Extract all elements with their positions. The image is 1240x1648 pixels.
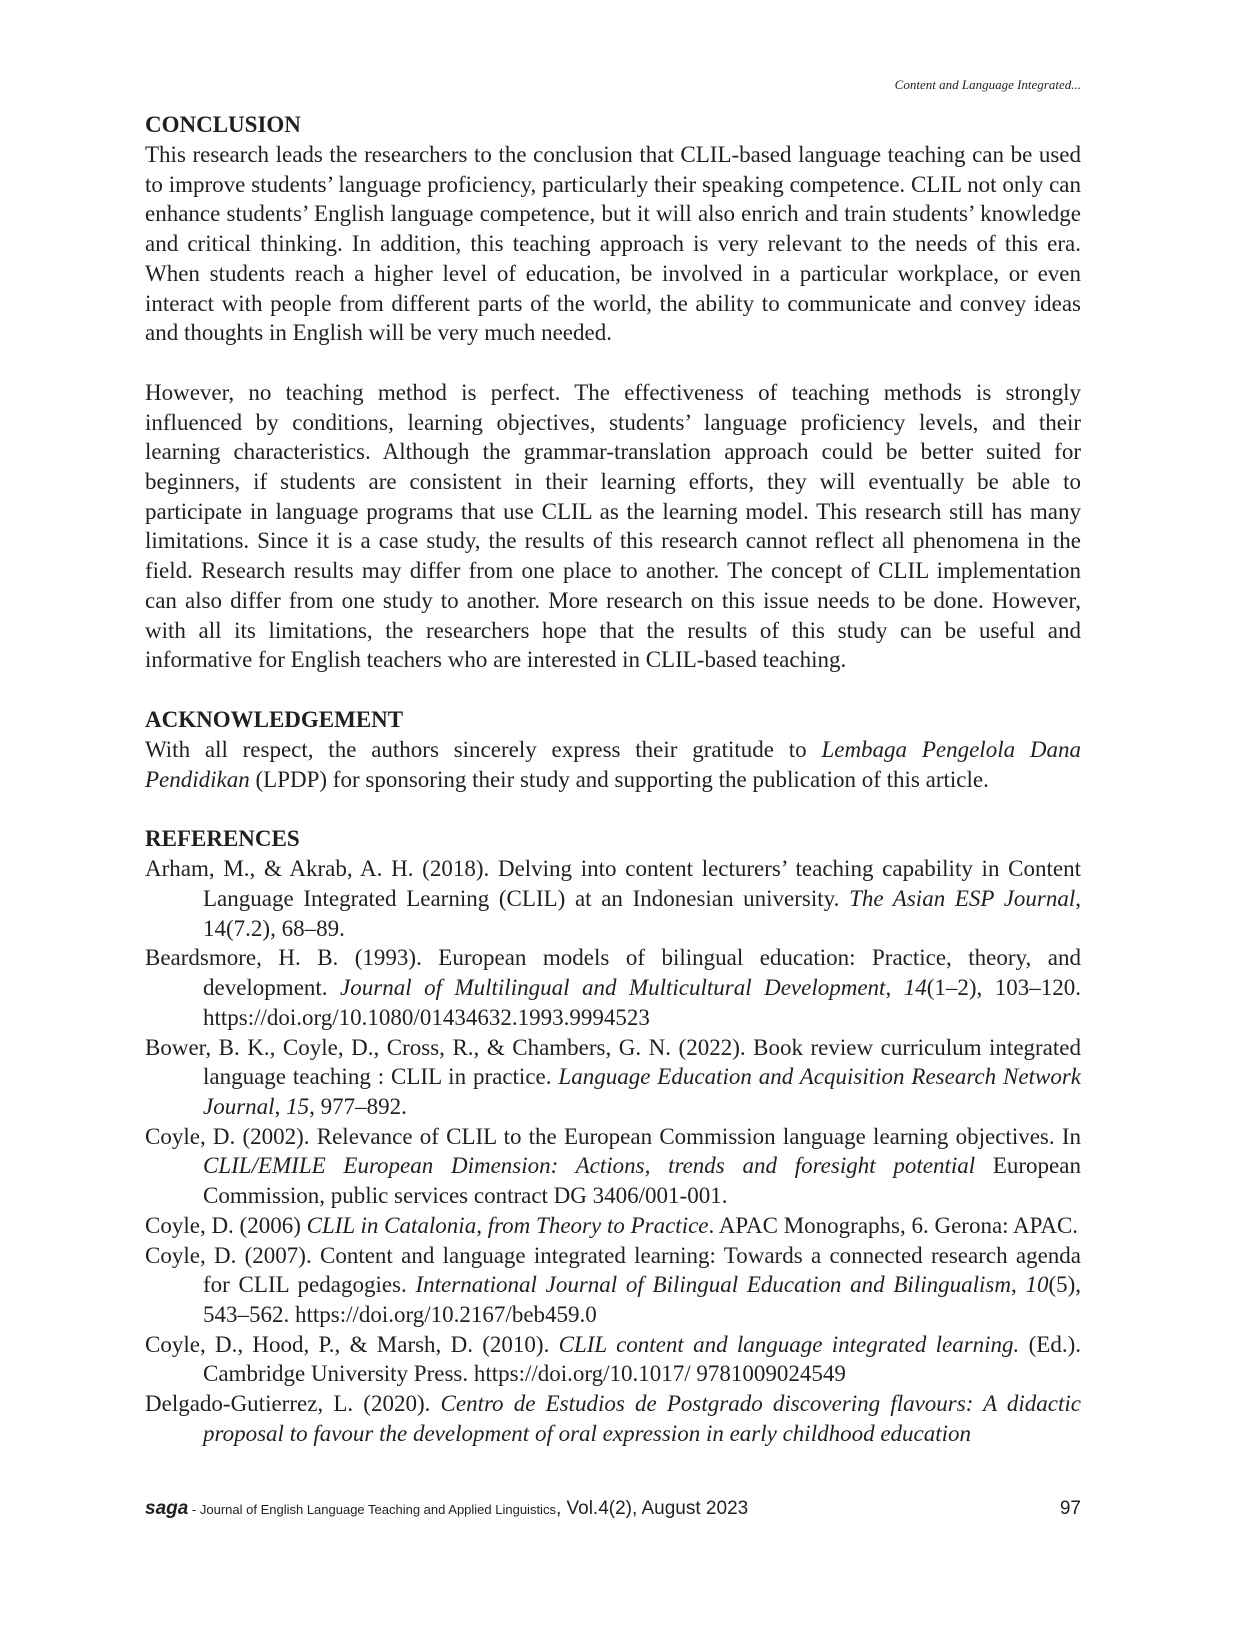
- reference-item: Beardsmore, H. B. (1993). European models of bilingual education: Practice, theory, and development. Journal of Multilingual and Multicultural Development, 14(1–2), 103–120. https://doi.org/10.1080/01434632.1993.9994523: [145, 945, 1082, 1030]
- journal-brand: saga: [145, 1498, 189, 1519]
- footer-journal-info: [145, 1498, 748, 1520]
- references-heading: REFERENCES: [145, 826, 300, 852]
- reference-list: [145, 854, 1081, 1448]
- journal-title: - Journal of English Language Teaching and Applied Linguistics: [188, 1502, 556, 1517]
- conclusion-paragraph-1: This research leads the researchers to the conclusion that CLIL-based language teaching can be used to improve students’ language proficiency, particularly their speaking competence. CLIL not only can enhance students’ English language competence, but it will also enrich and train students’ knowledge and critical thinking. In addition, this teaching approach is very relevant to the needs of this era. When students reach a higher level of education, be involved in a particular workplace, or even interact with people from different parts of the world, the ability to communicate and convey ideas and thoughts in English will be very much needed.: [145, 142, 1081, 346]
- reference-item: Coyle, D. (2007). Content and language integrated learning: Towards a connected research agenda for CLIL pedagogies. International Journal of Bilingual Education and Bilingualism, 10(5), 543–562. https://doi.org/10.2167/beb459.0: [145, 1242, 1082, 1327]
- reference-item: Coyle, D. (2006) CLIL in Catalonia, from Theory to Practice. APAC Monographs, 6. Gerona: APAC.: [145, 1212, 1079, 1238]
- lpdp-name: Lembaga Pengelola Dana Pendidikan: [145, 736, 1081, 792]
- reference-item: Delgado-Gutierrez, L. (2020). Centro de Estudios de Postgrado discovering flavours: A didactic proposal to favour the development of oral expression in early childhood education: [145, 1391, 1081, 1446]
- acknowledgement-paragraph: With all respect, the authors sincerely express their gratitude to Lembaga Pengelola Dana Pendidikan (LPDP) for sponsoring their study and supporting the publication of this article.: [145, 736, 1081, 792]
- journal-volume: , Vol.4(2), August 2023: [555, 1498, 749, 1519]
- running-head: Content and Language Integrated...: [894, 77, 1081, 92]
- reference-item: Arham, M., & Akrab, A. H. (2018). Delving into content lecturers’ teaching capability in Content Language Integrated Learning (CLIL) at an Indonesian university. The Asian ESP Journal, 14(7.2), 68–89.: [145, 856, 1081, 941]
- acknowledgement-heading: ACKNOWLEDGEMENT: [145, 706, 404, 732]
- reference-item: Bower, B. K., Coyle, D., Cross, R., & Chambers, G. N. (2022). Book review curriculum integrated language teaching : CLIL in practice. Language Education and Acquisition Research Network Journal, 15, 977–892.: [145, 1034, 1081, 1119]
- page-footer: [145, 1498, 1081, 1528]
- reference-item: Coyle, D., Hood, P., & Marsh, D. (2010). CLIL content and language integrated learning. (Ed.). Cambridge University Press. https://doi.org/10.1017/ 9781009024549: [145, 1331, 1081, 1387]
- conclusion-heading: CONCLUSION: [145, 112, 301, 137]
- page-number: 97: [1059, 1498, 1081, 1519]
- reference-item: Coyle, D. (2002). Relevance of CLIL to the European Commission language learning objectives. In CLIL/EMILE European Dimension: Actions, trends and foresight potential European Commission, public services contract DG 3406/001-001.: [145, 1123, 1081, 1209]
- conclusion-paragraph-2: However, no teaching method is perfect. The effectiveness of teaching methods is strongly influenced by conditions, learning objectives, students’ language proficiency levels, and their learning characteristics. Although the grammar-translation approach could be better suited for beginners, if students are consistent in their learning efforts, they will eventually be able to participate in language programs that use CLIL as the learning model. This research still has many limitations. Since it is a case study, the results of this research cannot reflect all phenomena in the field. Research results may differ from one place to another. The concept of CLIL implementation can also differ from one study to another. More research on this issue needs to be done. However, with all its limitations, the researchers hope that the results of this study can be useful and informative for English teachers who are interested in CLIL-based teaching.: [145, 379, 1081, 673]
- article-body: [145, 110, 1081, 1448]
